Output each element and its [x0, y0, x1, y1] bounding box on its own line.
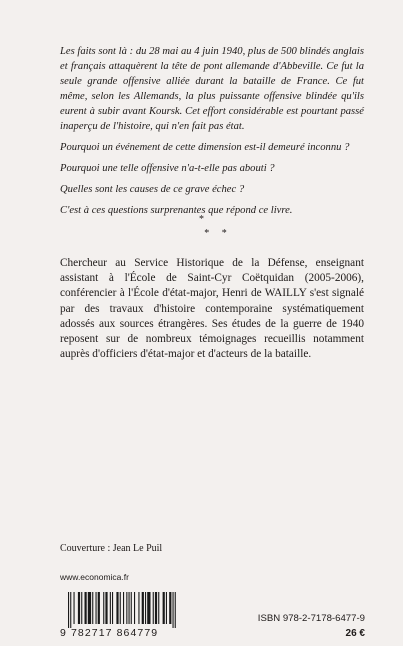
barcode-bar: [142, 592, 144, 624]
barcode-bar: [74, 592, 75, 624]
barcode-bar: [169, 592, 171, 624]
barcode-digits: 9 782717 864779: [60, 627, 159, 639]
barcode-bar: [85, 592, 87, 624]
barcode-bar: [153, 592, 154, 624]
barcode-bar: [105, 592, 107, 624]
cover-credit: Couverture : Jean Le Puil: [60, 543, 163, 554]
barcode-bar: [129, 592, 130, 624]
barcode-bar: [175, 592, 176, 628]
barcode-bar: [110, 592, 111, 624]
barcode-bar: [147, 592, 150, 624]
summary-intro: Les faits sont là : du 28 mai au 4 juin 1940, plus de 500 blindés anglais et français attaquèrent la tête de pont allemande d'Abbeville. Ce fut la seule grande offensive alliée durant la bataille de France. Ce fut même, selon les Allemands, la plus puissante offensive blindée qu'ils eurent à subir avant Koursk. Cet effort considérable est pourtant passé inaperçu de l'histoire, qui n'en fait pas état.: [60, 46, 364, 132]
separator-star-top: *: [199, 214, 204, 225]
barcode-bar: [92, 592, 93, 624]
author-biography: [60, 256, 364, 362]
barcode-bar: [123, 592, 124, 624]
summary-question-1: Pourquoi un événement de cette dimension est-il demeuré inconnu ?: [60, 142, 350, 153]
summary-blurb: [60, 44, 364, 224]
book-price: 26 €: [345, 628, 365, 639]
barcode-bar: [173, 592, 174, 628]
barcode-bar: [163, 592, 165, 624]
barcode-bar: [158, 592, 159, 624]
barcode-bar: [70, 592, 71, 628]
barcode-bar: [131, 592, 132, 624]
barcode-bar: [155, 592, 157, 624]
barcode-bar: [112, 592, 113, 624]
isbn-number: ISBN 978-2-7178-6477-9: [257, 613, 365, 624]
barcode-bar: [78, 592, 80, 624]
publisher-website[interactable]: www.economica.fr: [60, 572, 129, 582]
barcode-bar: [81, 592, 82, 624]
barcode-bar: [126, 592, 127, 624]
separator-stars-bottom: * *: [204, 228, 227, 239]
barcode-bar: [166, 592, 167, 624]
barcode-bar: [98, 592, 100, 624]
barcode-bar: [116, 592, 118, 624]
barcode-bar: [138, 592, 139, 624]
summary-conclusion: C'est à ces questions surprenantes que répond ce livre.: [60, 205, 293, 216]
barcode-bar: [103, 592, 104, 624]
barcode-bar: [120, 592, 121, 624]
summary-question-3: Quelles sont les causes de ce grave échec ?: [60, 184, 245, 195]
author-biography-text: Chercheur au Service Historique de la Défense, enseignant assistant à l'École de Saint-Cyr Coëtquidan (2005-2006), conférencier à l'École d'état-major, Henri de WAILLY s'est signalé par des travaux d'histoire contemporaine systématiquement adossés aux sources étrangères. Ses études de la guerre de 1940 reposent sur de nombreux témoignages recueillis notamment auprès d'officiers d'état-major et d'acteurs de la bataille.: [60, 257, 364, 361]
barcode-bar: [96, 592, 97, 624]
barcode-bar: [145, 592, 146, 624]
barcode-bars-icon: [60, 592, 210, 628]
summary-question-2: Pourquoi une telle offensive n'a-t-elle pas abouti ?: [60, 163, 275, 174]
barcode: [60, 592, 210, 638]
barcode-bar: [88, 592, 91, 624]
barcode-bar: [68, 592, 69, 628]
barcode-bar: [134, 592, 135, 624]
